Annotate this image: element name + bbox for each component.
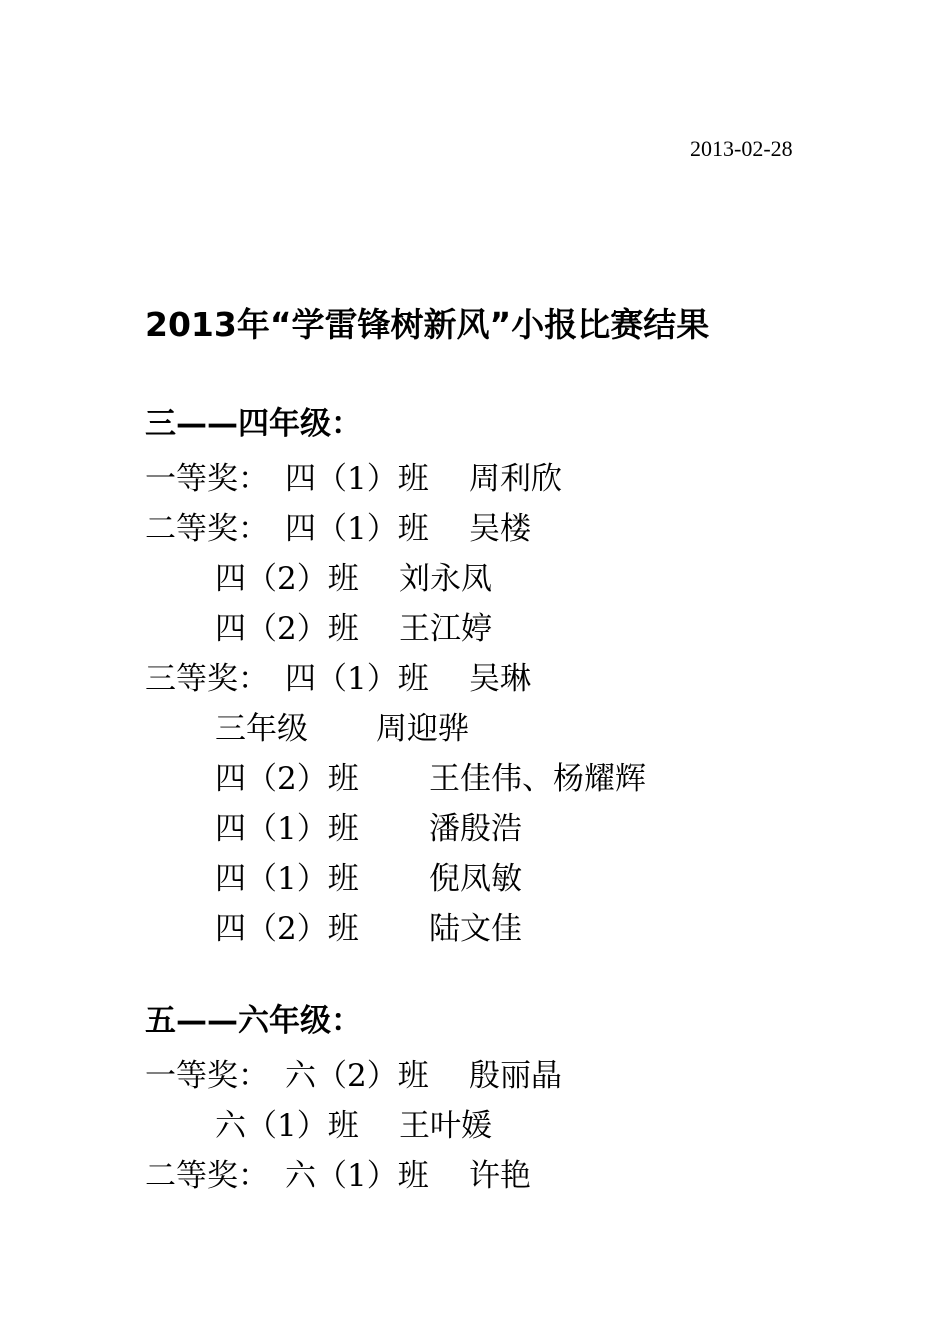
award-row — [145, 504, 845, 554]
award-row — [145, 1101, 845, 1151]
award-row — [145, 654, 845, 704]
class-label: 四（1）班 — [215, 811, 359, 847]
class-label: 六（1）班 — [215, 1108, 359, 1144]
student-name: 殷丽晶 — [469, 1058, 562, 1094]
student-name: 倪凤敏 — [429, 861, 522, 897]
prize-label: 二等奖： — [145, 1158, 269, 1194]
student-name: 吴琳 — [469, 661, 531, 697]
prize-label: 一等奖： — [145, 461, 269, 497]
student-name: 周利欣 — [469, 461, 562, 497]
student-name: 吴楼 — [469, 511, 531, 547]
class-label: 四（1）班 — [285, 461, 429, 497]
document-date: 2013-02-28 — [690, 136, 793, 161]
student-name: 刘永凤 — [399, 561, 492, 597]
award-row — [145, 1051, 845, 1101]
class-label: 六（2）班 — [285, 1058, 429, 1094]
class-label: 四（1）班 — [285, 661, 429, 697]
prize-label: 一等奖： — [145, 1058, 269, 1094]
award-row — [145, 604, 845, 654]
section-grade-5-6 — [145, 1001, 845, 1201]
class-label: 四（2）班 — [215, 561, 359, 597]
class-label: 四（1）班 — [215, 861, 359, 897]
class-label: 三年级 — [215, 711, 308, 747]
prize-label: 三等奖： — [145, 661, 269, 697]
award-row — [145, 454, 845, 504]
award-row — [145, 1151, 845, 1201]
class-label: 四（1）班 — [285, 511, 429, 547]
student-name: 周迎骅 — [376, 711, 469, 747]
section-grade-3-4 — [145, 404, 845, 954]
class-label: 六（1）班 — [285, 1158, 429, 1194]
section-heading: 五——六年级： — [145, 1003, 362, 1039]
award-row — [145, 554, 845, 604]
class-label: 四（2）班 — [215, 761, 359, 797]
student-name: 许艳 — [469, 1158, 531, 1194]
document-title: 2013年“学雷锋树新风”小报比赛结果 — [145, 305, 710, 344]
student-name: 陆文佳 — [429, 911, 522, 947]
student-name: 王叶媛 — [399, 1108, 492, 1144]
section-heading: 三——四年级： — [145, 406, 362, 442]
student-name: 潘殷浩 — [429, 811, 522, 847]
award-row — [145, 804, 845, 854]
prize-label: 二等奖： — [145, 511, 269, 547]
student-name: 王江婷 — [399, 611, 492, 647]
student-name: 王佳伟、杨耀辉 — [429, 761, 646, 797]
award-row — [145, 704, 845, 754]
award-row — [145, 754, 845, 804]
award-row — [145, 904, 845, 954]
class-label: 四（2）班 — [215, 911, 359, 947]
award-row — [145, 854, 845, 904]
class-label: 四（2）班 — [215, 611, 359, 647]
